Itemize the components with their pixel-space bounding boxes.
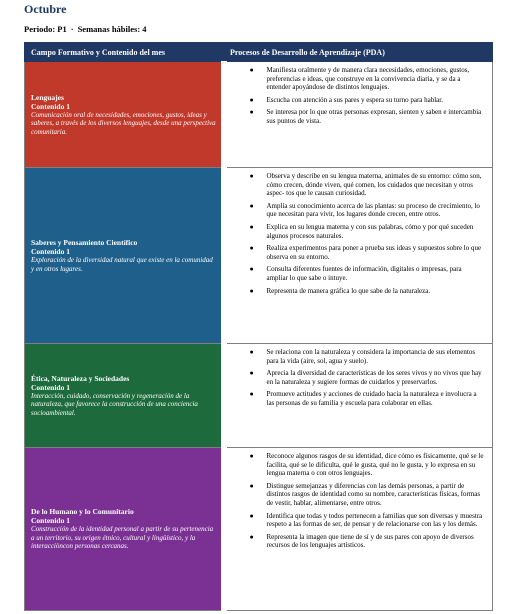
pda-item-text: Manifiesta oralmente y de manera clara necesidades, emociones, gustos, preferencias e ideas, que construye en la convivencia diaria, y se da a entender apoyándose de distintos lenguajes. (266, 66, 470, 92)
table-row (25, 62, 493, 168)
bullet-icon: ● (249, 201, 254, 210)
contenido-description: Exploración de la diversidad natural que existe en la comunidad y en otros lugares. (31, 256, 213, 273)
table-header-row (25, 43, 493, 62)
bullet-icon: ● (249, 95, 254, 104)
bullet-icon: ● (249, 511, 254, 520)
period-label: Periodo: P1 (24, 24, 67, 34)
pda-item (249, 511, 485, 529)
contenido-label: Contenido 1 (31, 382, 70, 392)
table-row (25, 448, 493, 611)
pda-cell (224, 168, 493, 344)
contenido-label: Contenido 1 (31, 101, 70, 111)
pda-list (227, 62, 493, 126)
pda-item (249, 222, 485, 240)
campo-name: De lo Humano y lo Comunitario (31, 507, 134, 517)
bullet-icon: ● (249, 172, 254, 180)
pda-item (249, 244, 485, 261)
campo-name: Lenguajes (31, 92, 64, 102)
campo-cell-etica (25, 344, 224, 448)
month-title: Octubre (24, 2, 67, 16)
pda-item (249, 108, 485, 125)
bullet-icon: ● (249, 286, 254, 295)
weeks-label: Semanas hábiles: 4 (77, 24, 147, 34)
bullet-icon: ● (249, 108, 254, 117)
bullet-icon: ● (249, 265, 254, 274)
pda-item (249, 95, 485, 105)
pda-item (249, 390, 485, 407)
pda-item-text: Explica en su lengua materna y con sus palabras, cómo y por qué suceden algunos procesos naturales. (266, 222, 474, 240)
pda-item (249, 201, 485, 219)
bullet-icon: ● (249, 390, 254, 399)
pda-item (249, 265, 485, 282)
contenido-label: Contenido 1 (31, 516, 70, 526)
pda-item (249, 532, 485, 550)
bullet-icon: ● (249, 532, 254, 541)
period-info (24, 24, 147, 34)
bullet-icon: ● (249, 369, 254, 378)
pda-item-text: Aprecia la diversidad de características de los seres vivos y no vivos que hay en la naturaleza y sugiere formas de cuidarlos y preservarlos. (266, 369, 482, 386)
pda-item (249, 481, 485, 508)
contenido-label: Contenido 1 (31, 247, 70, 256)
pda-item (249, 66, 485, 92)
bullet-icon: ● (249, 348, 254, 356)
pda-item-text: Escucha con atención a sus pares y espera su turno para hablar. (266, 95, 443, 104)
campo-name: Saberes y Pensamiento Científico (31, 238, 138, 247)
pda-item-text: Identifica que todas y todos pertenecen a familias que son diversas y muestra respeto a las formas de ser, de pensar y de relacionarse con las y los demás. (266, 511, 483, 529)
pda-item-text: Amplía su conocimiento acerca de las plantas: su proceso de crecimiento, lo que necesitan para vivir, los lugares donde crecen, entre otros. (266, 201, 480, 219)
bullet-icon: ● (249, 481, 254, 490)
pda-item-text: Realiza experimentos para poner a prueba sus ideas y supuestos sobre lo que observa en su entorno. (266, 244, 482, 261)
table-row (25, 168, 493, 344)
pda-cell (224, 62, 493, 168)
pda-item-text: Distingue semejanzas y diferencias con las demás personas, a partir de distintos rasgos de identidad como su nombre, características físicas, formas de vestir, hablar, alimentarse, entre otros. (266, 481, 481, 507)
pda-item (249, 348, 485, 365)
pda-list (227, 448, 493, 550)
pda-item-text: Promueve actitudes y acciones de cuidado hacia la naturaleza e involucra a las personas de su familia y escuela para colaborar en ellas. (266, 390, 477, 407)
campo-cell-humano (25, 448, 224, 611)
pda-item (249, 452, 485, 478)
bullet-icon: ● (249, 452, 254, 460)
pda-list (227, 168, 493, 295)
planning-table (24, 42, 493, 611)
contenido-description: Construcción de la identidad personal a partir de su pertenencia a un territorio, su origen étnico, cultural y lingüístico, y la interacciòncon personas cercanas. (31, 525, 214, 551)
pda-item-text: Observa y describe en su lengua materna, animales de su entorno: cómo son, cómo crecen, dónde viven, qué comen, los cuidados que necesitan y otros aspec- tos que le causan curiosidad. (266, 172, 482, 198)
pda-item-text: Se interesa por lo que otras personas expresan, sienten y saben e intercambia sus puntos de vista. (266, 108, 482, 125)
pda-item (249, 172, 485, 198)
pda-item-text: Representa la imagen que tiene de sí y de sus pares con apoyo de diversos recursos de los lenguajes artísticos. (266, 532, 474, 550)
pda-list (227, 344, 493, 408)
pda-cell (224, 344, 493, 448)
pda-item (249, 286, 485, 296)
campo-cell-lenguajes (25, 62, 224, 168)
table-row (25, 344, 493, 448)
pda-cell (224, 448, 493, 611)
separator-dot: · (70, 24, 74, 34)
pda-item-text: Reconoce algunos rasgos de su identidad, dice cómo es físicamente, qué se le facilita, qué se le dificulta, qué le gusta, qué no le gusta, y lo expresa en su lengua materna o con otros lenguajes. (266, 452, 484, 478)
header-pda: Procesos de Desarrollo de Aprendizaje (PDA) (224, 43, 493, 62)
bullet-icon: ● (249, 244, 254, 253)
pda-item-text: Representa de manera gráfica lo que sabe de la naturaleza. (266, 286, 431, 295)
bullet-icon: ● (249, 66, 254, 74)
campo-name: Ética, Naturaleza y Sociedades (31, 373, 130, 383)
pda-item (249, 369, 485, 386)
header-campo: Campo Formativo y Contenido del mes (25, 43, 224, 62)
contenido-description: Comunicación oral de necesidades, emociones, gustos, ideas y saberes, a través de los diversos lenguajes, desde una perspectiva comunitaria. (31, 110, 216, 136)
pda-item-text: Consulta diferentes fuentes de información, digitales o impresas, para ampliar lo que sabe o intuye. (266, 265, 462, 282)
contenido-description: Interacción, cuidado, conservación y regeneración de la naturaleza, que favorece la construcción de una conciencia socioambiental. (31, 391, 198, 417)
bullet-icon: ● (249, 222, 254, 231)
campo-cell-saberes (25, 168, 224, 344)
pda-item-text: Se relaciona con la naturaleza y considera la importancia de sus elementos para la vida (aire, sol, agua y suelo). (266, 348, 476, 365)
